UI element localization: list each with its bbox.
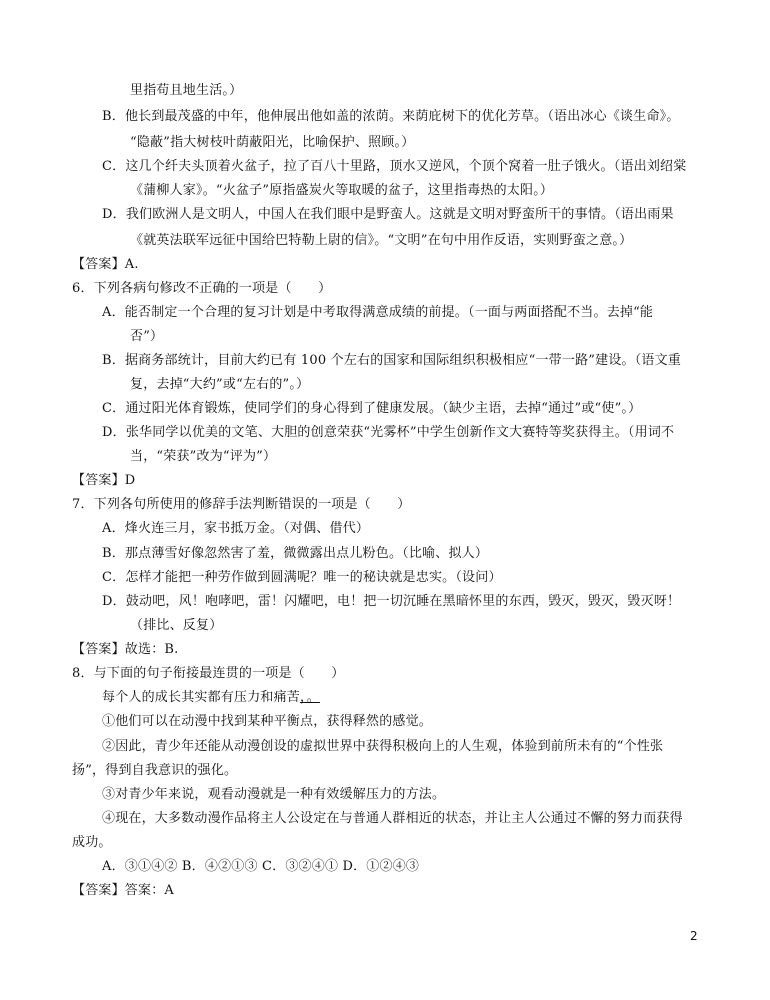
q8-sentence-3: ③对青少年来说，观看动漫就是一种有效缓解压力的方法。 — [102, 787, 446, 802]
q6-option-b: B．据商务部统计，目前大约已有 100 个左右的国家和国际组织积极相应“一带一路”建设。（语文重 — [102, 353, 682, 368]
q7-option-c: C．怎样才能把一种劳作做到圆满呢？唯一的秘诀就是忠实。（设问） — [102, 570, 502, 585]
q8-lead-sentence — [102, 687, 320, 709]
q5-option-b-continuation: “隐蔽”指大树枝叶荫蔽阳光，比喻保护、照顾。） — [130, 135, 415, 150]
q7-option-b: B．那点薄雪好像忽然害了羞，微微露出点儿粉色。（比喻、拟人） — [102, 546, 489, 561]
q8-sentence-2: ②因此，青少年还能从动漫创设的虚拟世界中获得积极向上的人生观，体验到前所未有的“个性张 — [102, 739, 664, 754]
q8-sentence-2-continuation: 扬”，得到自我意识的强化。 — [72, 763, 238, 778]
q6-option-a: A．能否制定一个合理的复习计划是中考取得满意成绩的前提。（一面与两面搭配不当。去掉“能 — [102, 305, 654, 320]
q5-option-c: C．这几个纤夫头顶着火盆子，拉了百八十里路，顶水又逆风，个顶个窝着一肚子饿火。（语出刘绍棠 — [102, 159, 687, 174]
q5-option-b: B．他长到最茂盛的中年，他伸展出他如盖的浓荫。来荫庇树下的优化芳草。（语出冰心《谈生命》。 — [102, 109, 680, 124]
q6-option-b-continuation: 复，去掉“大约”或“左右的”。） — [130, 377, 310, 392]
q5-option-c-continuation: 《蒲柳人家》。“火盆子”原指盛炭火等取暖的盆子，这里指毒热的太阳。） — [130, 183, 554, 198]
q6-option-d: D．张华同学以优美的文笔、大胆的创意荣获“光雾杯”中学生创新作文大赛特等奖获得主。（用词不 — [102, 425, 675, 440]
page-number: 2 — [690, 929, 698, 943]
q6-option-a-continuation: 否”） — [130, 329, 164, 344]
q5-option-d-continuation: 《就英法联军远征中国给巴特勒上尉的信》。“文明”在句中用作反语，实则野蛮之意。） — [130, 233, 633, 248]
q5-option-a-continuation: 里指苟且地生活。） — [130, 83, 243, 98]
q6-stem: 6．下列各病句修改不正确的一项是（ ） — [72, 281, 332, 296]
q6-option-d-continuation: 当，“荣获”改为“评为”） — [130, 449, 277, 464]
q6-answer: 【答案】D — [72, 473, 136, 488]
q8-blank: ，。 — [300, 690, 320, 705]
q7-stem: 7．下列各句所使用的修辞手法判断错误的一项是（ ） — [72, 497, 411, 512]
q7-option-d-continuation: （排比、反复） — [130, 618, 223, 633]
q8-stem: 8．与下面的句子衔接最连贯的一项是（ ） — [72, 666, 345, 681]
q8-lead-text: 每个人的成长其实都有压力和痛苦 — [102, 690, 301, 705]
q7-answer: 【答案】故选：B. — [72, 642, 179, 657]
q6-option-c: C．通过阳光体育锻炼，使同学们的身心得到了健康发展。（缺少主语，去掉“通过”或“使”。） — [102, 401, 642, 416]
q7-option-d: D．鼓动吧，风！咆哮吧，雷！闪耀吧，电！把一切沉睡在黑暗怀里的东西，毁灭，毁灭，毁灭呀！ — [102, 594, 681, 609]
q8-sentence-4: ④现在，大多数动漫作品将主人公设定在与普通人群相近的状态，并让主人公通过不懈的努力而获得 — [102, 811, 683, 826]
q8-sentence-1: ①他们可以在动漫中找到某种平衡点，获得释然的感觉。 — [102, 714, 433, 729]
q8-answer: 【答案】答案：A — [72, 883, 174, 898]
q5-answer: 【答案】A. — [72, 257, 139, 272]
q7-option-a: A．烽火连三月，家书抵万金。（对偶、借代） — [102, 521, 370, 536]
q5-option-d: D．我们欧洲人是文明人，中国人在我们眼中是野蛮人。这就是文明对野蛮所干的事情。（语出雨果 — [102, 207, 674, 222]
q8-sentence-4-continuation: 成功。 — [72, 835, 112, 850]
q8-options: A．③①④② B．④②①③ C．③②④① D．①②④③ — [102, 859, 420, 874]
